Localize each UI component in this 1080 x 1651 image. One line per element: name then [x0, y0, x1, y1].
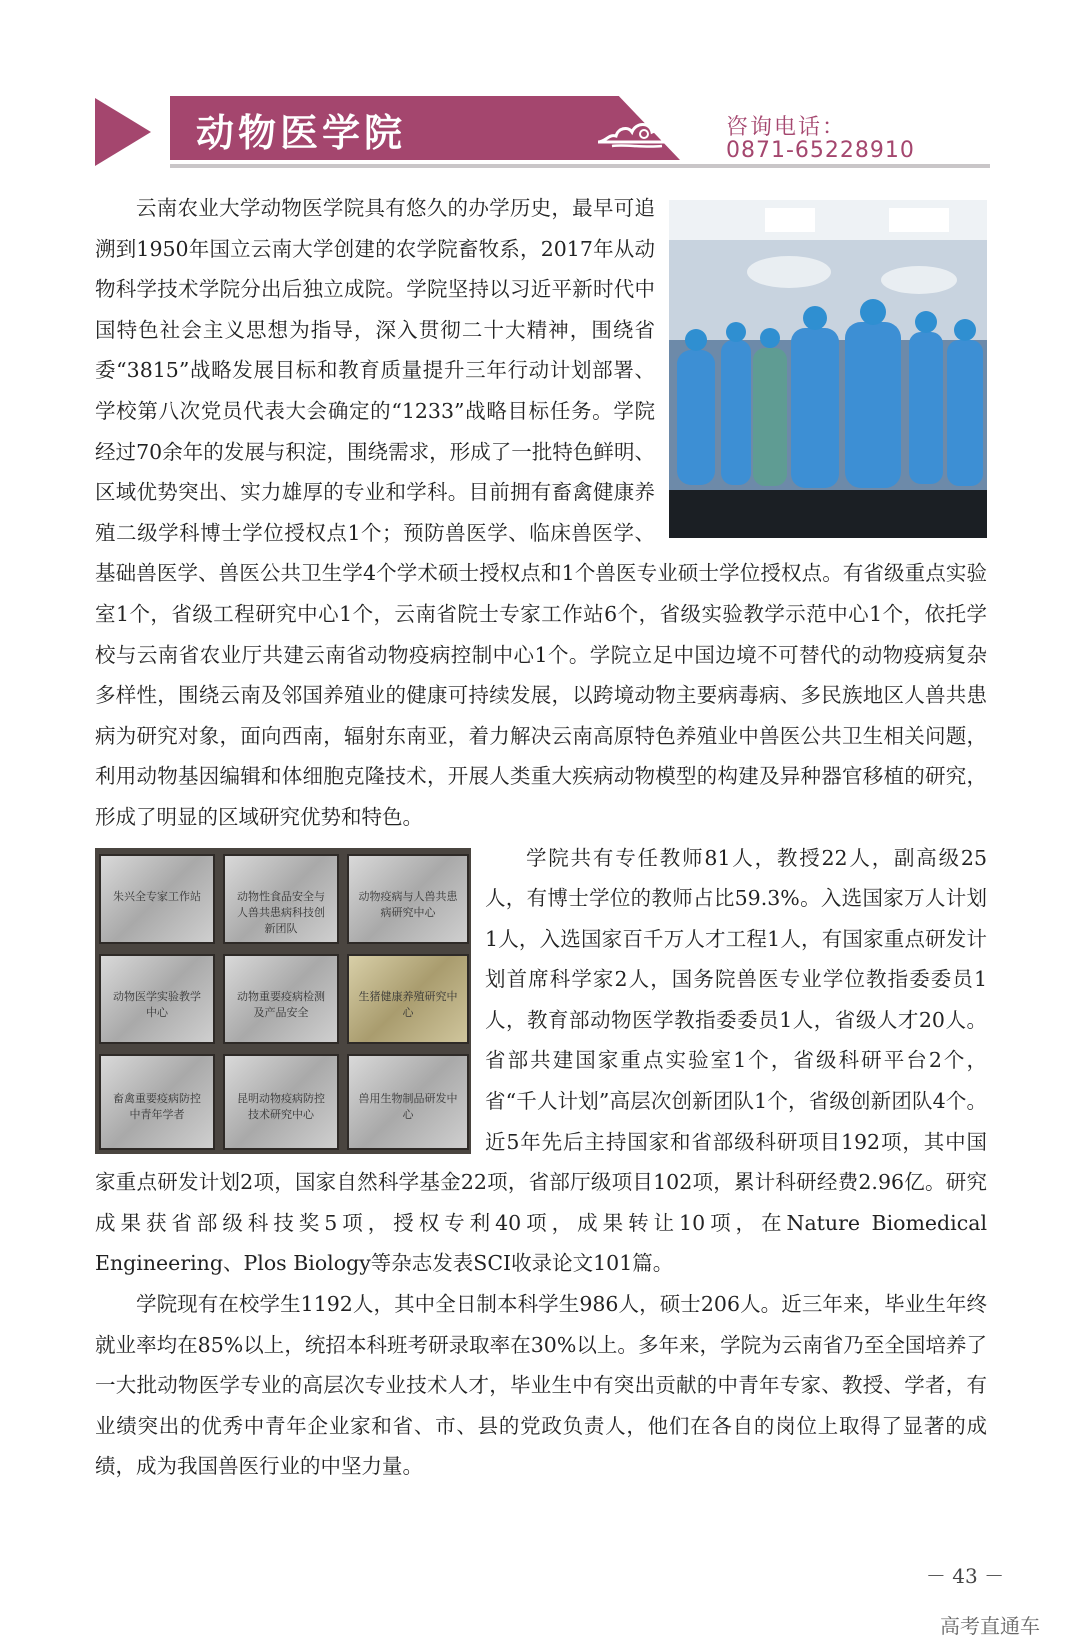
page-title: 动物医学院 — [196, 111, 407, 155]
plaque: 昆明动物疫病防控技术研究中心 — [223, 1054, 339, 1150]
plaque: 畜禽重要疫病防控中青年学者 — [99, 1054, 215, 1150]
arrow-marker-icon — [95, 98, 151, 166]
plaque: 动物性食品安全与人兽共患病科技创新团队 — [223, 854, 339, 944]
surgery-scene-illustration — [669, 200, 987, 538]
header-rule — [170, 164, 990, 168]
plaque: 兽用生物制品研发中心 — [347, 1054, 469, 1150]
page-number: － 43 － — [925, 1564, 1005, 1588]
page-header — [0, 0, 1080, 190]
plaques-wall — [95, 848, 471, 1154]
contact-phone: 0871-65228910 — [726, 138, 915, 163]
contact-label: 咨询电话： — [726, 115, 847, 140]
article-body — [95, 188, 987, 1487]
auspicious-cloud-icon — [592, 108, 676, 152]
plaque: 动物疫病与人兽共患病研究中心 — [347, 854, 469, 944]
plaque: 朱兴全专家工作站 — [99, 854, 215, 944]
plaque: 生猪健康养殖研究中心 — [347, 954, 469, 1044]
plaque: 动物医学实验教学中心 — [99, 954, 215, 1044]
watermark: 高考直通车 — [940, 1614, 1040, 1638]
intro-paragraph: 云南农业大学动物医学院具有悠久的办学历史，最早可追溯到1950年国立云南大学创建的农学院畜牧系，2017年从动物科学技术学院分出后独立成院。学院坚持以习近平新时代中国特色社会主义思想为指导，深入贯彻二十大精神，围绕省委“3815”战略发展目标和教育质量提升三年行动计划部署、学校第八次党员代表大会确定的“1233”战略目标任务。学院经过70余年的发展与积淀，围绕需求，形成了一批特色鲜明、区域优势突出、实力雄厚的专业和学科。目前拥有畜禽健康养殖二级学科博士学位授权点1个；预防兽医学、临床兽医学、基础兽医学、兽医公共卫生学4个学术硕士授权点和1个兽医专业硕士学位授权点。有省级重点实验室1个，省级工程研究中心1个，云南省院士专家工作站6个，省级实验教学示范中心1个，依托学校与云南省农业厅共建云南省动物疫病控制中心1个。学院立足中国边境不可替代的动物疫病复杂多样性，围绕云南及邻国养殖业的健康可持续发展，以跨境动物主要病毒病、多民族地区人兽共患病为研究对象，面向西南，辐射东南亚，着力解决云南高原特色养殖业中兽医公共卫生相关问题，利用动物基因编辑和体细胞克隆技术，开展人类重大疾病动物模型的构建及异种器官移植的研究，形成了明显的区域研究优势和特色。 — [95, 196, 987, 829]
faculty-paragraph: 学院共有专任教师81人，教授22人，副高级25人，有博士学位的教师占比59.3%。入选国家万人计划1人，入选国家百千万人才工程1人，有国家重点研发计划首席科学家2人，国务院兽医专业学位教指委委员1人，教育部动物医学教指委委员1人，省级人才20人。省部共建国家重点实验室1个，省级科研平台2个，省“千人计划”高层次创新团队1个，省级创新团队4个。近5年先后主持国家和省部级科研项目192项，其中国家重点研发计划2项，国家自然科学基金22项，省部厅级项目102项，累计科研经费2.96亿。研究成果获省部级科技奖5项，授权专利40项，成果转让10项，在Nature Biomedical Engineering、Plos Biology等杂志发表SCI收录论文101篇。 — [95, 845, 987, 1276]
plaques-photo — [95, 848, 471, 1154]
students-paragraph: 学院现有在校学生1192人，其中全日制本科学生986人，硕士206人。近三年来，毕业生年终就业率均在85%以上，统招本科班考研录取率在30%以上。多年来，学院为云南省乃至全国培养了一大批动物医学专业的高层次专业技术人才，毕业生中有突出贡献的中青年专家、教授、学者，有业绩突出的优秀中青年企业家和省、市、县的党政负责人，他们在各自的岗位上取得了显著的成绩，成为我国兽医行业的中坚力量。 — [95, 1292, 987, 1479]
plaque: 动物重要疫病检测及产品安全 — [223, 954, 339, 1044]
surgery-photo — [669, 200, 987, 538]
